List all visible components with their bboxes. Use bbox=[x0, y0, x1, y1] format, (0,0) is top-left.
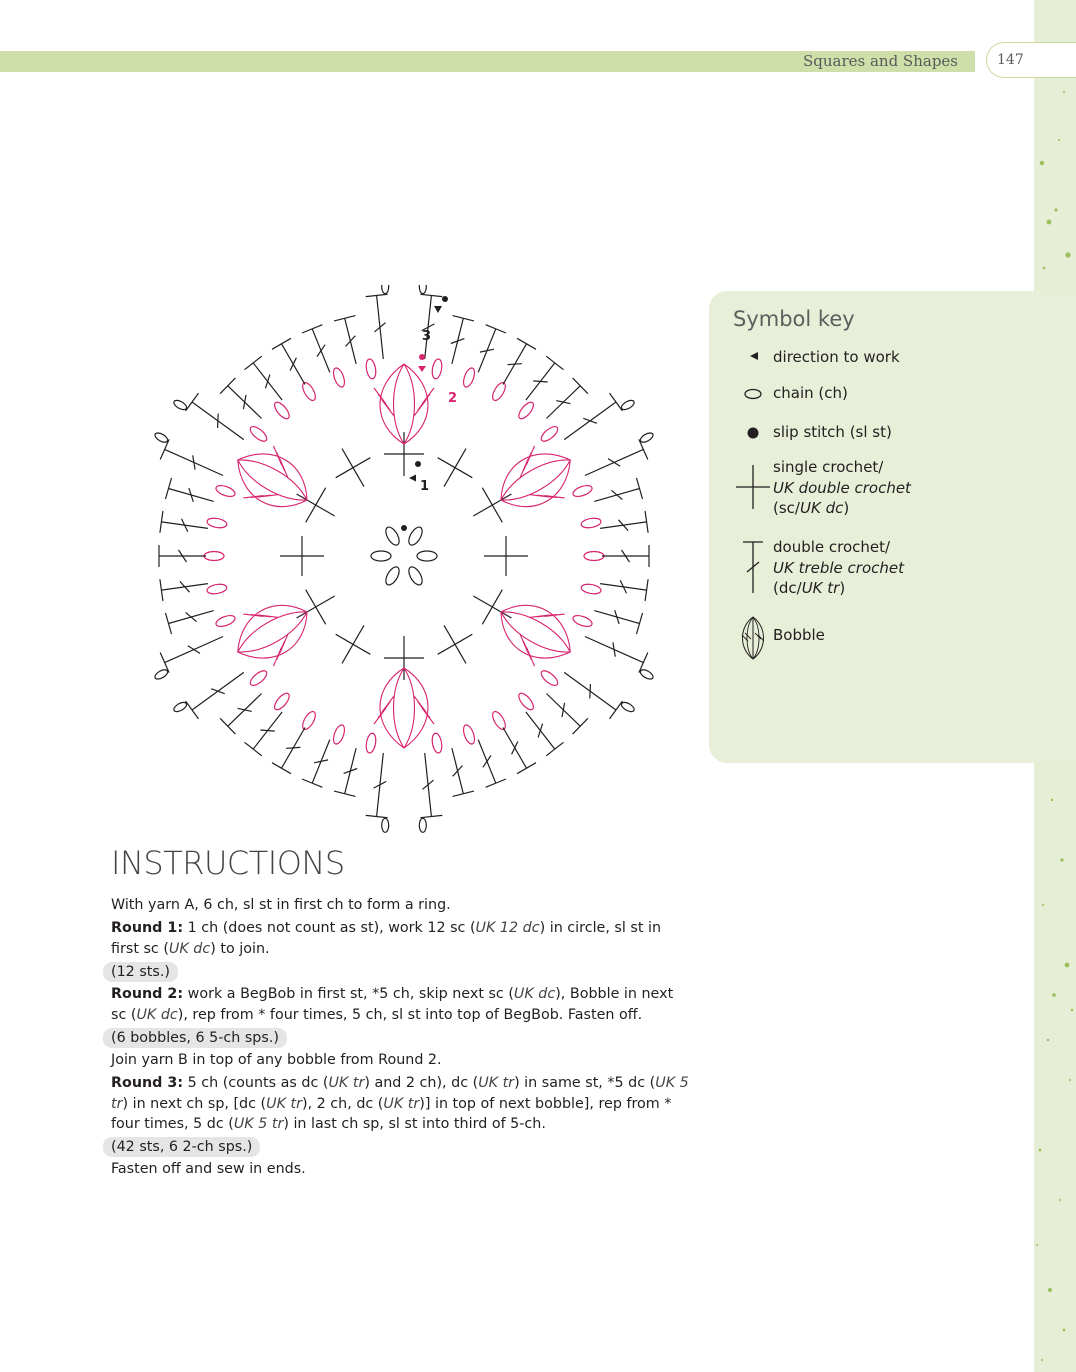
bobble-outline bbox=[489, 439, 582, 521]
dc-slash bbox=[556, 401, 570, 404]
round-2-chain bbox=[516, 691, 536, 712]
round-2-chain bbox=[431, 732, 443, 753]
round-1-sc-bar bbox=[306, 590, 326, 625]
dc-slash bbox=[590, 684, 591, 698]
dc-top-bar bbox=[517, 763, 536, 774]
round-3-chain bbox=[620, 398, 636, 411]
dc-top-bar bbox=[637, 478, 643, 499]
round-2-chain bbox=[215, 483, 237, 498]
dc-slash bbox=[346, 336, 356, 347]
round-1-sc-bar bbox=[438, 458, 473, 478]
dc-top-bar bbox=[186, 701, 199, 719]
dc-top-bar bbox=[166, 613, 172, 634]
dc-top-bar bbox=[610, 701, 623, 719]
round-3-chain bbox=[172, 398, 188, 411]
bobble-tick bbox=[382, 696, 394, 712]
bobble-inner-right bbox=[394, 668, 405, 748]
round-2-chain bbox=[461, 724, 476, 746]
dc-slash bbox=[533, 381, 547, 382]
single-crochet-cross-icon bbox=[736, 457, 770, 517]
round-1-sc-bar bbox=[482, 488, 502, 523]
dc-slash bbox=[453, 766, 463, 777]
dc-top-bar bbox=[272, 763, 291, 774]
round-2-chain bbox=[461, 367, 476, 389]
round-2-chain bbox=[365, 358, 377, 379]
dc-top-bar bbox=[245, 356, 262, 370]
round-1-text: Round 1: 1 ch (does not count as st), work 12 sc (UK 12 dc) in circle, sl st in first sc (UK dc) to join. bbox=[111, 919, 662, 957]
dc-slash bbox=[186, 612, 197, 621]
round-2-chain bbox=[272, 400, 292, 421]
round-3-chain bbox=[419, 818, 426, 832]
direction-arrow-round-3 bbox=[434, 306, 442, 313]
round-2-chain bbox=[248, 424, 269, 444]
dc-top-bar bbox=[546, 356, 563, 370]
dc-slash bbox=[218, 414, 219, 428]
round-2-bobbles bbox=[223, 364, 586, 748]
round-2-chains bbox=[204, 358, 604, 753]
slip-stitch-dot-round-1 bbox=[415, 461, 421, 467]
round-1-sc-bar bbox=[336, 634, 371, 654]
round-2-count: (6 bobbles, 6 5-ch sps.) bbox=[103, 1028, 287, 1048]
dc-slash bbox=[211, 689, 225, 694]
round-1-count: (12 sts.) bbox=[103, 962, 178, 982]
key-label-chain: chain (ch) bbox=[773, 384, 848, 402]
round-3-chain bbox=[382, 818, 389, 832]
ring-chain bbox=[406, 525, 425, 547]
ring-chain bbox=[417, 551, 437, 561]
round-2-chain bbox=[331, 367, 346, 389]
bobble-outline bbox=[226, 591, 319, 673]
outro-text: Fasten off and sew in ends. bbox=[111, 1161, 306, 1178]
dc-top-bar bbox=[272, 338, 291, 349]
slip-stitch-dot-round-ring bbox=[401, 525, 407, 531]
dc-top-bar bbox=[610, 393, 623, 411]
key-abbr-uk-dc: UK dc bbox=[799, 499, 844, 517]
round-2-text: Round 2: work a BegBob in first st, *5 ch, skip next sc (UK dc), Bobble in next sc (UK dc), rep from * four times, 5 ch, sl st into top of BegBob. Fasten off. bbox=[111, 985, 674, 1023]
round-2-chain bbox=[516, 400, 536, 421]
dc-top-bar bbox=[637, 613, 643, 634]
direction-arrow-round-2 bbox=[418, 366, 426, 372]
foundation-ring bbox=[371, 525, 437, 587]
round-2-chain bbox=[365, 732, 377, 753]
key-label-dc-uk: UK treble crochet bbox=[773, 558, 905, 577]
slip-stitch-dot-icon bbox=[745, 422, 761, 442]
ring-chain bbox=[371, 551, 391, 561]
section-title: Squares and Shapes bbox=[802, 52, 958, 70]
round-2-chain bbox=[206, 517, 227, 529]
dc-top-bar bbox=[486, 779, 506, 787]
key-label-dc-us: double crochet/ bbox=[773, 538, 891, 556]
round-3-count: (42 sts, 6 2-ch sps.) bbox=[103, 1137, 260, 1157]
direction-arrow-icon bbox=[746, 347, 760, 367]
dc-slash bbox=[608, 459, 620, 467]
key-item-single-crochet: single crochet/ UK double crochet (sc/UK dc) bbox=[733, 457, 911, 519]
key-item-double-crochet: double crochet/ UK treble crochet (dc/UK tr) bbox=[733, 537, 904, 599]
dc-slash bbox=[483, 755, 491, 767]
dc-slash bbox=[508, 364, 522, 365]
instructions-body bbox=[111, 895, 691, 1182]
round-3-chain bbox=[620, 700, 636, 713]
key-item-direction bbox=[733, 347, 900, 368]
dc-top-bar bbox=[166, 478, 172, 499]
round-1-stitches bbox=[280, 432, 528, 680]
key-item-bobble bbox=[733, 613, 825, 663]
round-2-chain bbox=[572, 613, 594, 628]
dc-slash bbox=[260, 730, 274, 731]
round-3-chain bbox=[639, 668, 655, 681]
dc-slash bbox=[238, 708, 252, 711]
dc-slash bbox=[611, 490, 622, 499]
round-2-chain bbox=[580, 583, 601, 595]
instructions-heading: INSTRUCTIONS bbox=[111, 844, 345, 882]
dc-top-bar bbox=[186, 393, 199, 411]
dc-top-bar bbox=[245, 742, 262, 756]
direction-arrow-round-1 bbox=[409, 475, 416, 482]
ring-chain bbox=[406, 565, 425, 587]
round-2-chain bbox=[331, 724, 346, 746]
bobble-tick bbox=[414, 696, 426, 712]
chain-oval-icon bbox=[743, 383, 763, 403]
round-2-label: 2 bbox=[448, 391, 458, 406]
key-abbr-sc: sc/ bbox=[778, 499, 800, 517]
round-3-chain bbox=[419, 285, 426, 294]
dc-slash bbox=[265, 375, 270, 389]
key-label-direction: direction to work bbox=[773, 348, 900, 366]
round-2-chain bbox=[272, 691, 292, 712]
key-label-sc-uk: UK double crochet bbox=[773, 478, 911, 497]
round-3-chain bbox=[382, 285, 389, 294]
round-1-sc-bar bbox=[438, 634, 473, 654]
round-2-chain bbox=[539, 424, 560, 444]
round-2-chain bbox=[215, 613, 237, 628]
round-2-chain bbox=[584, 552, 604, 561]
round-2-chain bbox=[248, 668, 269, 688]
ring-chain bbox=[383, 525, 402, 547]
key-item-slip-stitch bbox=[733, 422, 892, 443]
round-2-chain bbox=[300, 710, 318, 732]
round-2-chain bbox=[300, 381, 318, 403]
double-crochet-t-icon bbox=[738, 537, 768, 597]
bobble-outline bbox=[489, 591, 582, 673]
dc-slash bbox=[583, 418, 597, 423]
round-2-chain bbox=[490, 710, 508, 732]
round-3-chain bbox=[639, 431, 655, 444]
dc-top-bar bbox=[517, 338, 536, 349]
page-number: 147 bbox=[986, 42, 1076, 78]
dc-top-bar bbox=[546, 742, 563, 756]
key-label-sc-us: single crochet/ bbox=[773, 458, 884, 476]
key-label-bobble: Bobble bbox=[773, 626, 825, 644]
round-1-sc-bar bbox=[306, 488, 326, 523]
bobble bbox=[223, 434, 322, 526]
slip-stitch-dot-round-2 bbox=[419, 354, 425, 360]
bobble-inner-left bbox=[404, 668, 415, 748]
bobble-icon bbox=[736, 613, 770, 663]
dc-slash bbox=[317, 345, 325, 357]
round-2-chain bbox=[431, 358, 443, 379]
round-2-chain bbox=[572, 483, 594, 498]
round-2-chain bbox=[490, 381, 508, 403]
key-label-slip-stitch: slip stitch (sl st) bbox=[773, 423, 892, 441]
bobble-outline bbox=[226, 439, 319, 521]
dc-top-bar bbox=[486, 325, 506, 333]
round-2-chain bbox=[580, 517, 601, 529]
dc-slash bbox=[188, 646, 200, 654]
bobble-inner-right bbox=[404, 364, 415, 444]
slip-stitch-dot-round-3 bbox=[442, 296, 448, 302]
round-3-chain bbox=[153, 668, 169, 681]
crochet-diagram bbox=[130, 285, 690, 845]
symbol-key-title: Symbol key bbox=[733, 307, 855, 331]
intro-text: With yarn A, 6 ch, sl st in first ch to form a ring. bbox=[111, 897, 451, 913]
bobble-tick bbox=[382, 400, 394, 416]
bobble-tick bbox=[414, 400, 426, 416]
round-3-stitches bbox=[153, 285, 654, 832]
bobble-inner-left bbox=[394, 364, 405, 444]
round-3-chain bbox=[172, 700, 188, 713]
key-abbr-dc: dc/ bbox=[778, 579, 802, 597]
join-text: Join yarn B in top of any bobble from Round 2. bbox=[111, 1051, 442, 1068]
dc-slash bbox=[286, 747, 300, 748]
ring-chain bbox=[383, 565, 402, 587]
key-abbr-uk-tr: UK tr bbox=[801, 579, 840, 597]
round-1-sc-bar bbox=[482, 590, 502, 625]
round-2-chain bbox=[539, 668, 560, 688]
bobble bbox=[223, 586, 322, 678]
dc-top-bar bbox=[302, 325, 322, 333]
bobble bbox=[486, 434, 585, 526]
round-2-chain bbox=[204, 552, 224, 561]
round-3-chain bbox=[153, 431, 169, 444]
symbol-key-panel bbox=[709, 291, 1076, 763]
round-1-sc-bar bbox=[336, 458, 371, 478]
bobble bbox=[486, 586, 585, 678]
key-item-chain bbox=[733, 383, 848, 404]
round-1-label: 1 bbox=[420, 479, 430, 494]
round-3-label: 3 bbox=[422, 329, 432, 344]
dc-top-bar bbox=[302, 779, 322, 787]
dc-slash bbox=[538, 724, 543, 738]
round-2-chain bbox=[206, 583, 227, 595]
round-3-text: Round 3: 5 ch (counts as dc (UK tr) and 2 ch), dc (UK tr) in same st, *5 dc (UK 5 tr) in next ch sp, [dc (UK tr), 2 ch, dc (UK tr)] in top of next bobble], rep from * four times, 5 dc (UK 5 tr) in last ch sp, sl st into third of 5-ch. bbox=[111, 1074, 689, 1133]
